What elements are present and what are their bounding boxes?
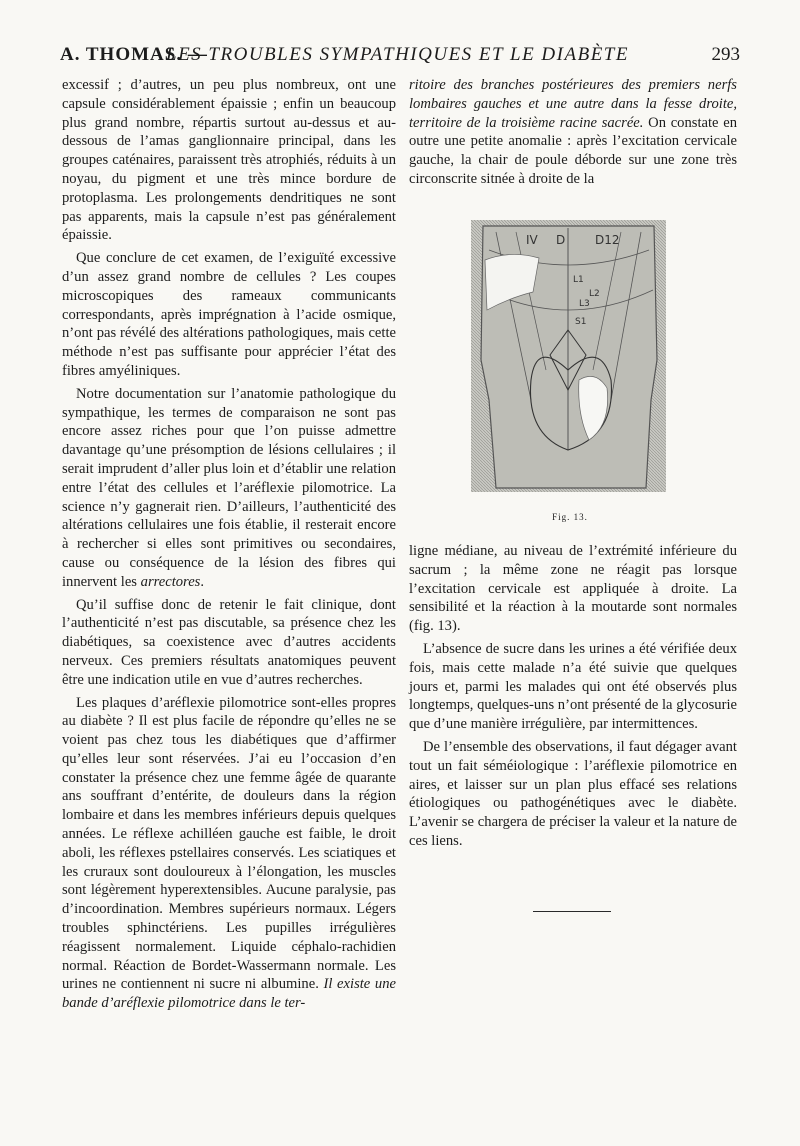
paragraph: excessif ; d’autres, un peu plus nombreux, ont une capsule considérablement épaissie ; enfin un beaucoup plus grand nombre, répartis surtout au-dessus et au-dessous de l’amas ganglionnaire principal, dans les groupes caténaires, paraissent très atrophiés, réduits à un noyau, du pigment et une très mince bordure de protoplasma. Les prolongements dendritiques ne sont pas apparents, mais la capsule n’est pas généralement épaissie. <box>62 77 396 244</box>
article-title: LES TROUBLES SYMPATHIQUES ET LE DIABÈTE <box>166 44 629 65</box>
figure-label: D12 <box>595 233 620 247</box>
italic-text: ritoire des branches postérieures des premiers nerfs lombaires gauches et une autre dans la fesse droite, territoire de la troisième racine sacrée. <box>409 77 737 131</box>
left-column <box>62 76 396 1013</box>
running-head <box>60 44 740 68</box>
paragraph-text: On constate en outre une petite anomalie : après l’excitation cervicale gauche, la chair de poule déborde sur une zone très circonscrite sitnée à droite de la <box>409 114 737 187</box>
italic-term: arrectores <box>140 573 201 590</box>
paragraph: Que conclure de cet examen, de l’exiguïté excessive d’un assez grand nombre de cellules ? Les coupes microscopiques des rameaux communicants correspondants, après imprégnation à l’acide osmique, n’ont pas révélé des altérations pathologiques, mais cette méthode n’est pas suffisante pour apprécier l’état des fibres amyéliniques. <box>62 250 396 379</box>
paragraph <box>409 76 737 189</box>
figure-label: L2 <box>589 289 600 299</box>
end-rule <box>533 911 611 912</box>
figure-caption: Fig. 13. <box>552 512 588 522</box>
paragraph: L’absence de sucre dans les urines a été vérifiée deux fois, mais cette malade n’a été suivie que quelques jours et, parmi les malades qui ont été observés plus longtemps, quelques-uns n’ont présenté de la glycosurie que d’une manière irrégulière, par intermittences. <box>409 640 737 733</box>
figure-label: D <box>556 233 566 247</box>
paragraph-text: Les plaques d’aréflexie pilomotrice sont-elles propres au diabète ? Il est plus facile de répondre qu’elles ne se voient pas chez tous les diabétiques que d’affirmer qu’elles leur sont réservées. J’ai eu l’occasion d’en constater la présence chez une femme âgée de quarante ans souffrant d’entérite, de douleurs dans la région lombaire et dans les membres inférieurs depuis quelques années. Le réflexe achilléen gauche est faible, le droit aboli, les réflexes pstellaires conservés. Les sciatiques et les cruraux sont douloureux à l’élongation, les muscles sont légèrement hyperextensibles. Aucune paralysie, pas d’incoordination. Membres supérieurs normaux. Légers troubles sphinctériens. Les pupilles irrégulières réagissent normalement. Liquide céphalo-rachidien normal. Réaction de Bordet-Wassermann normale. Les urines ne contiennent ni sucre ni albumine. <box>62 694 396 993</box>
author-name: A. THOMAS. — <box>60 44 208 65</box>
figure-label: IV <box>526 233 538 247</box>
figure-label: L3 <box>579 299 590 309</box>
right-column-top <box>409 76 737 189</box>
figure-illustration <box>471 220 666 492</box>
figure-13 <box>471 220 666 492</box>
paragraph-text: Notre documentation sur l’anatomie pathologique du sympathique, les termes de comparaison ne sont pas encore assez riches pour que l’on puisse admettre davantage qu’une présomption de lésions cellulaires ; il serait imprudent d’aller plus loin et d’établir une relation entre l’état des cellules et l’aréflexie pilomotrice. La science n’y gagnerait rien. D’ailleurs, l’authenticité des altérations cellulaires une fois établie, il resterait encore à rechercher si elles sont primitives ou secondaires, cause ou conséquence de la lésion des fibres qui innervent les <box>62 385 396 590</box>
figure-label: L1 <box>573 275 584 285</box>
paragraph-text: . <box>200 573 205 590</box>
right-column-bottom <box>409 542 737 851</box>
italic-text: Il existe une bande d’aréflexie pilomotrice dans le ter- <box>62 976 396 1012</box>
paragraph <box>62 694 396 1014</box>
page-number: 293 <box>711 44 740 65</box>
paragraph <box>62 385 396 592</box>
paragraph: De l’ensemble des observations, il faut dégager avant tout un fait séméiologique : l’aréflexie pilomotrice en aires, et laisser sur un plan plus effacé ses relations étiologiques ou pathogénétiques avec le diabète. L’avenir se chargera de préciser la valeur et la nature de ces liens. <box>409 738 737 849</box>
paragraph: Qu’il suffise donc de retenir le fait clinique, dont l’authenticité n’est pas discutable, sa présence chez les diabétiques, sa coexistence avec d’autres accidents nerveux. Ces premiers résultats anatomiques peuvent être une indication utile en vue d’autres recherches. <box>62 596 396 688</box>
figure-label: S1 <box>575 317 587 327</box>
paragraph: ligne médiane, au niveau de l’extrémité inférieure du sacrum ; la même zone ne réagit pas lorsque l’excitation cervicale est appliquée à droite. La sensibilité et la réaction à la moutarde sont normales (fig. 13). <box>409 543 737 635</box>
